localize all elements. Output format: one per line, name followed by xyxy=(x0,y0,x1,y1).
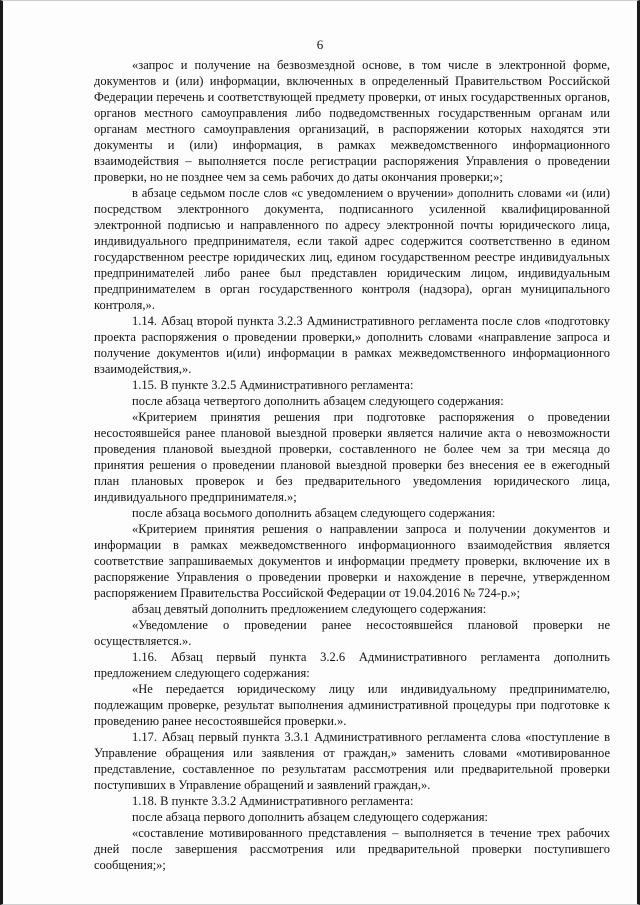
paragraph: «Не передается юридическому лицу или индивидуальному предпринимателю, подлежащим проверке, результат выполнения административной процедуры при подготовке к проведению ранее несостоявшейся проверки.». xyxy=(94,682,610,728)
paragraph: «Критерием принятия решения при подготовке распоряжения о проведении несостоявшейся ранее плановой выездной проверки является наличие акта о невозможности проведения плановой выездной проверки, составленного не более чем за три месяца до принятия решения о проведении плановой выездной проверки без внесения ее в ежегодный план плановых проверок и без предварительного уведомления юридического лица, индивидуального предпринимателя.»; xyxy=(94,410,610,504)
paragraph: после абзаца первого дополнить абзацем следующего содержания: xyxy=(132,810,489,824)
paragraph: после абзаца восьмого дополнить абзацем следующего содержания: xyxy=(132,506,496,520)
paragraph: после абзаца четвертого дополнить абзацем следующего содержания: xyxy=(132,394,504,408)
paragraph: 1.18. В пункте 3.3.2 Административного регламента: xyxy=(132,794,414,808)
paragraph: «запрос и получение на безвозмездной основе, в том числе в электронной форме, документов и (или) информации, включенных в определенный Правительством Российской Федерации перечень и соответствующей предмету проверки, от иных государственных органов, органов местного самоуправления либо подведомственных государственным органам или органам местного самоуправления организаций, в распоряжении которых находятся эти документы и (или) информация, в рамках межведомственного информационного взаимодействия – выполняется после регистрации распоряжения Управления о проведении проверки, но не позднее чем за семь рабочих до даты окончания проверки;»; xyxy=(94,58,610,184)
page-number: 6 xyxy=(316,37,324,52)
paragraph: в абзаце седьмом после слов «с уведомлением о вручении» дополнить словами «и (или) посредством электронного документа, подписанного усиленной квалифицированной электронной подписью и направленного по адресу электронной почты юридического лица, индивидуального предпринимателя, если такой адрес содержится соответственно в едином государственном реестре юридических лиц, едином государственном реестре индивидуальных предпринимателей либо ранее был представлен юридическим лицом, индивидуальным предпринимателем в орган государственного контроля (надзора), орган муниципального контроля,». xyxy=(94,186,610,312)
paragraph: абзац девятый дополнить предложением следующего содержания: xyxy=(132,602,487,616)
document-body xyxy=(94,57,610,873)
paragraph: 1.17. Абзац первый пункта 3.3.1 Административного регламента слова «поступление в Управление обращения или заявления от граждан,» заменить словами «мотивированное представление, составленное по результатам рассмотрения или предварительной проверки поступивших в Управление обращений и заявлений граждан,». xyxy=(94,730,610,792)
paragraph: 1.14. Абзац второй пункта 3.2.3 Административного регламента после слов «подготовку проекта распоряжения о проведении проверки,» дополнить словами «направление запроса и получение документов и(или) информации в рамках межведомственного информационного взаимодействия,». xyxy=(94,314,610,376)
paragraph: «Критерием принятия решения о направлении запроса и получении документов и информации в рамках межведомственного информационного взаимодействия является соответствие запрашиваемых документов и информации предмету проверки, включение их в распоряжение Управления о проведении проверки и нахождение в перечне, утвержденном распоряжением Правительства Российской Федерации от 19.04.2016 № 724-р.»; xyxy=(94,522,610,600)
paragraph: «Уведомление о проведении ранее несостоявшейся плановой проверки не осуществляется.». xyxy=(94,618,610,648)
paragraph: 1.16. Абзац первый пункта 3.2.6 Административного регламента дополнить предложением следующего содержания: xyxy=(94,650,610,680)
paragraph: «составление мотивированного представления – выполняется в течение трех рабочих дней после завершения рассмотрения или предварительной проверки поступившего сообщения;»; xyxy=(94,826,610,872)
paragraph: 1.15. В пункте 3.2.5 Административного регламента: xyxy=(132,378,414,392)
